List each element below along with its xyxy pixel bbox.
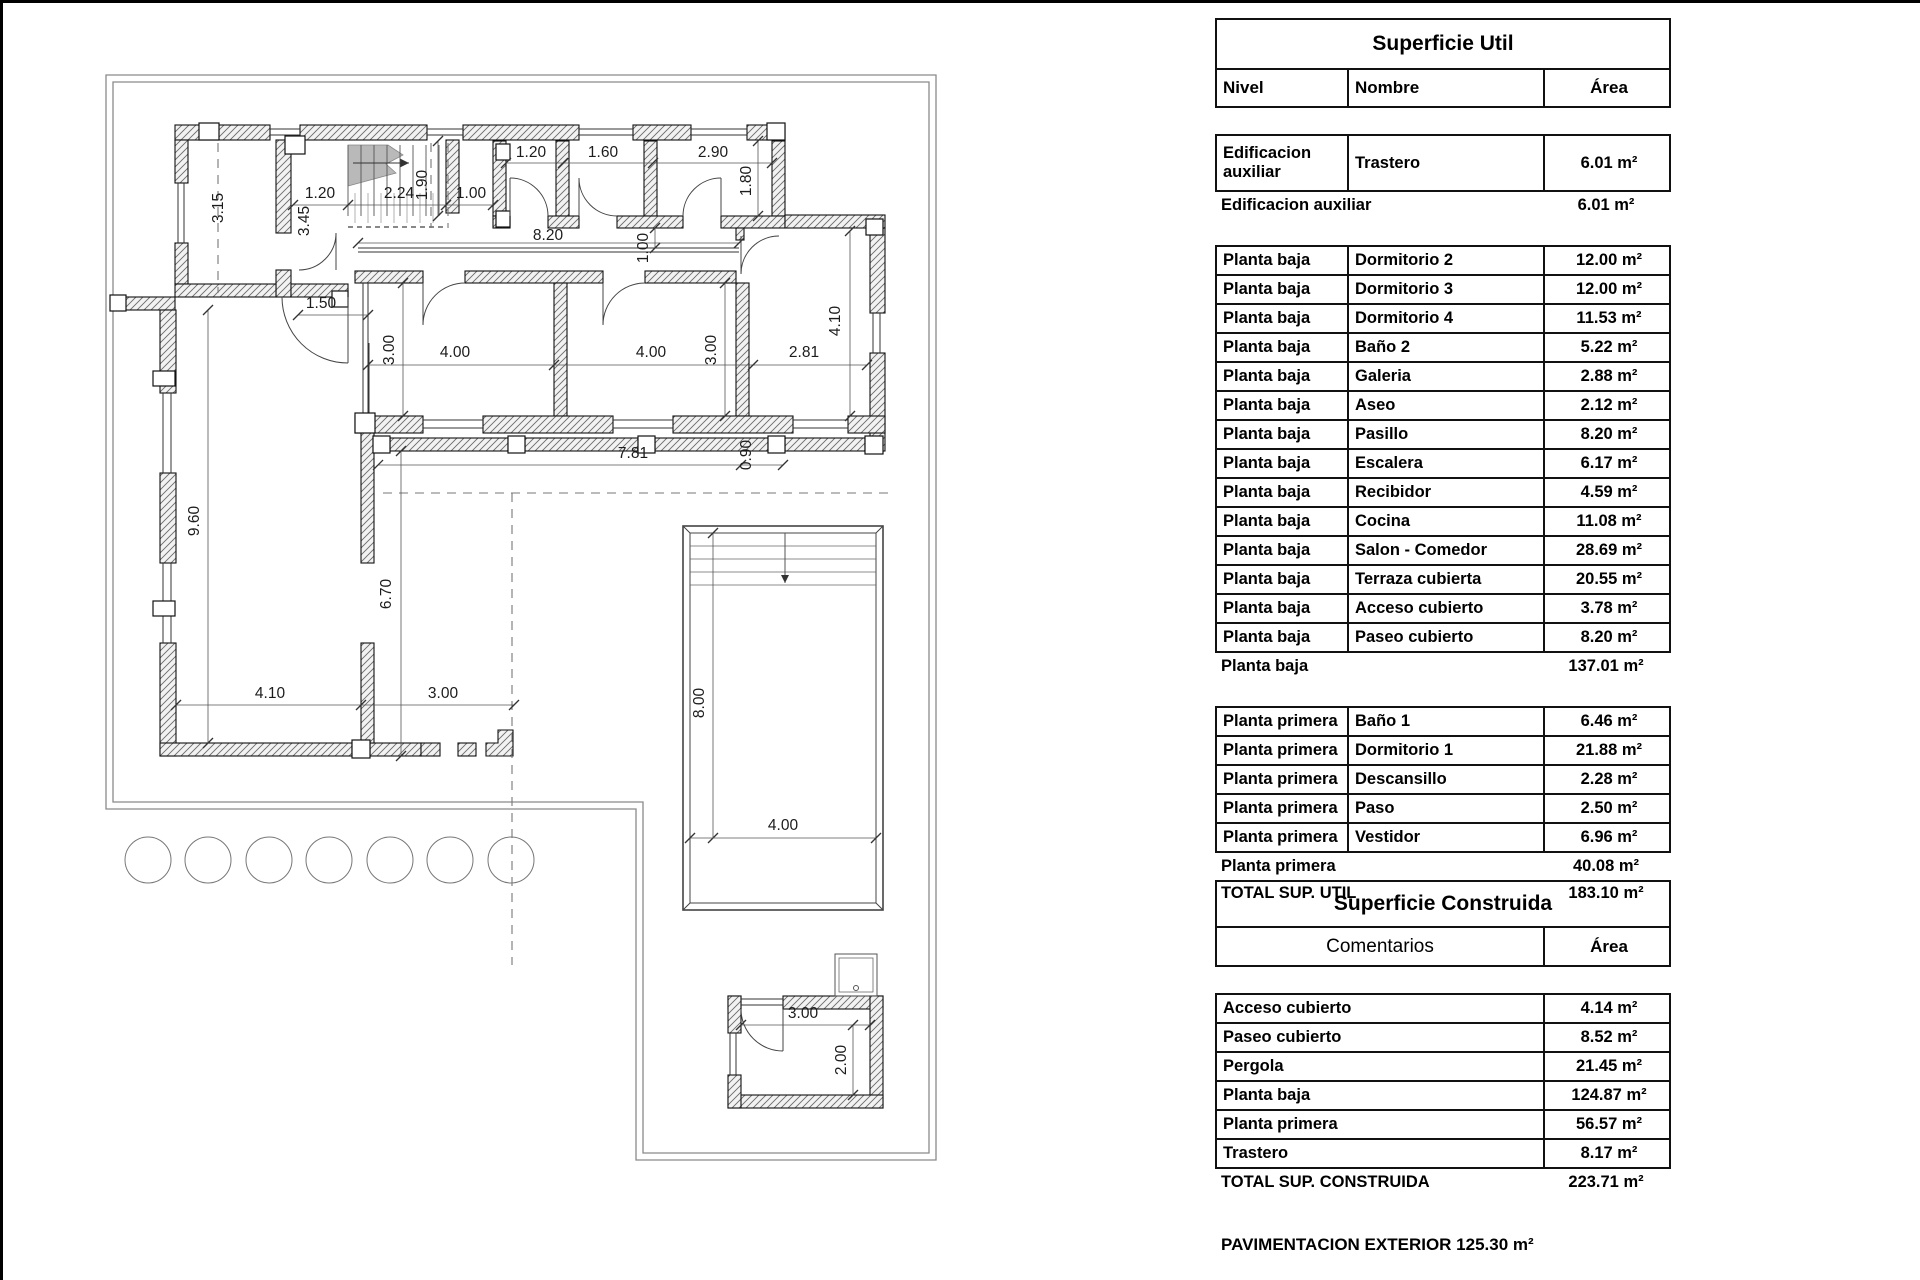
dim-label: 3.00 xyxy=(703,334,720,366)
table-row: Planta baja Escalera 6.17 m² xyxy=(1217,450,1669,479)
dim-label: 1.50 xyxy=(305,295,337,312)
dim-label: 3.45 xyxy=(296,205,313,237)
dim-label: 2.81 xyxy=(788,344,820,361)
summary-row: Planta primera 40.08 m² xyxy=(1221,857,1640,875)
table-title: Superficie Construida xyxy=(1217,882,1669,928)
col-header-nivel: Nivel xyxy=(1223,78,1264,97)
walls xyxy=(114,125,885,1108)
summary-row: TOTAL SUP. CONSTRUIDA 223.71 m² xyxy=(1221,1173,1644,1191)
dim-label: 3.00 xyxy=(787,1005,819,1022)
superficie-construida-table xyxy=(1215,880,1671,1196)
dim-label: 1.00 xyxy=(455,185,487,202)
col-header-area: Área xyxy=(1543,70,1673,106)
table-row: Planta baja Baño 2 5.22 m² xyxy=(1217,334,1669,363)
dim-label: 8.20 xyxy=(532,227,564,244)
dim-label: 4.00 xyxy=(767,817,799,834)
table-row: Planta primera Vestidor 6.96 m² xyxy=(1217,824,1669,851)
table-row: Planta primera Paso 2.50 m² xyxy=(1217,795,1669,824)
col-header-nombre: Nombre xyxy=(1355,78,1420,97)
dim-label: 2.00 xyxy=(833,1044,850,1076)
dim-label: 1.00 xyxy=(635,232,652,264)
table-row: Planta primera Dormitorio 1 21.88 m² xyxy=(1217,737,1669,766)
dim-label: 0.90 xyxy=(738,439,755,471)
table-row: Planta baja Pasillo 8.20 m² xyxy=(1217,421,1669,450)
table-row: Planta primera Baño 1 6.46 m² xyxy=(1217,708,1669,737)
summary-row: TOTAL SUP. UTIL 183.10 m² xyxy=(1221,884,1644,902)
dim-label: 1.90 xyxy=(414,169,431,201)
dim-label: 4.10 xyxy=(254,685,286,702)
summary-row: Planta baja 137.01 m² xyxy=(1221,657,1644,675)
dim-label: 4.00 xyxy=(635,344,667,361)
table-row: Planta baja Dormitorio 4 11.53 m² xyxy=(1217,305,1669,334)
table-row: Planta baja Cocina 11.08 m² xyxy=(1217,508,1669,537)
dim-label: 1.20 xyxy=(515,144,547,161)
table-row: Planta primera Descansillo 2.28 m² xyxy=(1217,766,1669,795)
dim-label: 6.70 xyxy=(378,578,395,610)
table-row: Paseo cubierto 8.52 m² xyxy=(1217,1024,1669,1053)
table-row: Planta baja Dormitorio 3 12.00 m² xyxy=(1217,276,1669,305)
dim-label: 1.20 xyxy=(304,185,336,202)
summary-row: Edificacion auxiliar 6.01 m² xyxy=(1221,196,1635,214)
table-row: Trastero 8.17 m² xyxy=(1217,1140,1669,1167)
pavimentacion-footer: PAVIMENTACION EXTERIOR 125.30 m² xyxy=(1221,1235,1534,1254)
pergola-dashed-lines xyxy=(218,143,891,965)
dim-label: 3.00 xyxy=(427,685,459,702)
table-row: Planta baja Dormitorio 2 12.00 m² xyxy=(1217,247,1669,276)
dim-label: 8.00 xyxy=(691,687,708,719)
pool-steps xyxy=(690,546,876,585)
dim-label: 4.00 xyxy=(439,344,471,361)
dim-label: 9.60 xyxy=(186,505,203,537)
outdoor-shower-pad xyxy=(835,954,877,996)
dim-label: 3.00 xyxy=(381,334,398,366)
superficie-util-table xyxy=(1215,18,1671,907)
door-swings xyxy=(282,178,783,1051)
table-row: Planta baja Recibidor 4.59 m² xyxy=(1217,479,1669,508)
table-row: Edificacion auxiliar Trastero 6.01 m² xyxy=(1217,136,1669,190)
dim-label: 1.80 xyxy=(738,165,755,197)
table-title: Superficie Util xyxy=(1217,20,1669,70)
table-row: Planta baja Paseo cubierto 8.20 m² xyxy=(1217,624,1669,651)
dim-label: 4.10 xyxy=(827,305,844,337)
table-row: Planta baja 124.87 m² xyxy=(1217,1082,1669,1111)
table-row: Planta baja Acceso cubierto 3.78 m² xyxy=(1217,595,1669,624)
table-row: Planta baja Terraza cubierta 20.55 m² xyxy=(1217,566,1669,595)
dim-label: 2.90 xyxy=(697,144,729,161)
table-row: Pergola 21.45 m² xyxy=(1217,1053,1669,1082)
dim-label: 2.24 xyxy=(383,185,415,202)
floor-plan-drawing xyxy=(3,3,988,1280)
dim-label: 1.60 xyxy=(587,144,619,161)
dim-label: 3.15 xyxy=(210,192,227,224)
col-header-comentarios: Comentarios xyxy=(1326,935,1434,957)
tree-circles xyxy=(125,837,534,883)
table-row: Acceso cubierto 4.14 m² xyxy=(1217,995,1669,1024)
table-row: Planta primera 56.57 m² xyxy=(1217,1111,1669,1140)
col-header-area: Área xyxy=(1543,928,1673,965)
table-row: Planta baja Salon - Comedor 28.69 m² xyxy=(1217,537,1669,566)
table-row: Planta baja Aseo 2.12 m² xyxy=(1217,392,1669,421)
table-row: Planta baja Galeria 2.88 m² xyxy=(1217,363,1669,392)
dim-label: 7.81 xyxy=(617,445,649,462)
